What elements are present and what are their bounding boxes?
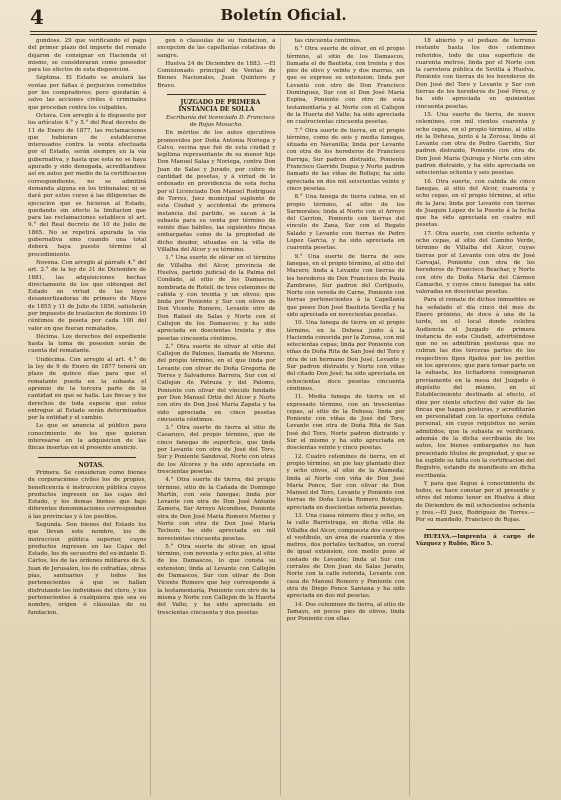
section-subtitle: Escribanía del licenciado D. Francisco de Rojas Mosacho.: [166, 114, 275, 128]
paragraph: gundoss. 29 que verificando el pago del primer plazo del importe del remate dejaron de consignar en Hacienda el mismo, se consideraran como poseedor para los efectos de esta disposicion.: [28, 38, 147, 74]
paragraph: 6.° Otra suerte de olivar, en el propio término, al sitio de los Damascos, llamada el de Bautista, con treinta y dos pies de olivo y veinte y dos marras, sin que se exprese su extension; linda por Levante con otro de Don Francisco Dominguez, Sur con el Don José María Espina, Poniente con otro de esta testamentaría y al Norte con el Callejon de la Huerta del Valle; ha sido apreciada en cuatrocientas cincuenta pesetas.: [286, 46, 405, 126]
header-rule: [30, 31, 537, 35]
paragraph: 14. Dos celemines de tierra, al sitio de Tamayo, en pocos pies de olivos; linda por Poniente con ellas: [286, 601, 405, 623]
paragraph: 3.° Otra suerte de tierra al sitio de Casaruyo, del propio término, que de cinco fanegas de superficie, que linda por Levante con otra de José del Toro, Sur y Poniente Sandoval, Norte con otras de los Alcores y ha sido apreciada en trescientas pesetas.: [157, 425, 276, 475]
paragraph: 4.° Otra suerte de tierra, del propio término, sitio de la Cañada de Domingo Martin, con seis fanegas; linda por Levante con otra de Don José Antonio Zamora, Sur Arroyo Alcondose, Poniente otra de Don José María Romero Merino y Norte con otra de Don José María Tecleon; ha sido apreciada en mil novecientas cincuenta pesetas.: [157, 477, 276, 542]
paragraph: Y para que llegue á conocimiento de todos, se hace constar por el presente y otros del mismo tenor en Huelva á diez de Diciembre de mil ochocientos ochenta y tres.—El Juez, Rodríguez de Torres.—Por su mandado, Francisco de Rojas.: [415, 480, 535, 524]
paragraph: Octava. Con arreglo á lo dispuesto por los artículos 4.° y 5.° del Real decreto de 11 de Enero de 1877, las reclamaciones que hubieran de establecerse interesados contra la venta efectuada por el Estado, serán siempre en la vía gubernativa, y hasta que esta no se haya apurado y sido denegada, acreditandose así en autos por medio de la certificacion correspondiente, no se admitirá demanda alguna en los tribunales; ni se dará por estos curso á las diligencias de ejecucion que se hicieran al Estado, quedando sin efecto la limitacion que para las reclamaciones establece el art. 9.° del Real decreto de 10 de Julio de 1865. No se repetirá apurada la vía gubernativa sino cuando una total deberá haya puesto término al procedimiento.: [28, 112, 147, 258]
separator: [426, 529, 525, 530]
paragraph: 12. Cuatro celemines de tierra, en el propio término, en pie hay plantado diez y ocho olivos, al sitio de la Alameda; linda al Norte con viña de Don José María Ponce, Sur con olivar de Don Manuel del Toro, Levante y Poniente con tierras de Doña Lucía Romero Botejon, apreciada en doscientas setenta pesetas.: [286, 453, 405, 511]
paragraph: gen ó cláusulas de su fundacion, á excepcion de las capellanías colativas de sangre.: [157, 38, 276, 59]
paragraph: 7.° Otra suerte de tierra, en el propio término, como de seis y media fanegas, situada en Navanilla; linda por Levante con otra de los herederos de Francisco Barriga, Sur padron distraido, Poniente Francisco Garrido Duque y Norte padron llamado de las viñas de Rolleje; ha sido apreciada en dos mil seiscientas veinte y cinco pesetas.: [286, 127, 405, 192]
paragraph: Primera. Se consideran como bienes de corporaciones civiles los de propios, beneficencia é instruccion pública cuyos productos ingresen en las cajas del Estado, y los demas bienes que bajo diferentes denominaciones corresponden á las provincias y á los pueblos.: [28, 469, 147, 520]
paragraph: 5.° Otra suerte de olivar, en igual término, con noventa y ocho pies, al sitio de los Damascos, lo que consta su extension; linda al Levante con Callejón de Damascos, Sur con olivar de Don Vicente Romero que hoy corresponde á la testamentaría, Poniente con otro de la misma y Norte con Callejon de la Huerta del Valle; y ha sido apreciada en trescientas cincuenta y dos pesetas: [157, 543, 276, 616]
paragraph: Segunda. Son bienes del Estado los que llevan este nombre, los de instruccion pública superior, cuyos productos ingresen en las Cajas del Estado, los de secuestro del ex-infante D. Cárlos, los de las órdenes militares de S. Juan de Jerusalen, los de cofradías, obras pías, santuarios y todos los pertenecientes á que se hallan disfrutando los individuos del clero, y los pertenecientes á cualquiera que sea su nombre, origen ó cláusulas de su fundacion.: [28, 522, 147, 616]
paragraph: 9.° Una suerte de tierra de seis fanegas, en el propio término, al sitio del Macero; linda á Levante con tierras de los herederos de Don Francisco de Paula Zambrano, Sur padron del Cortijuelo, Norte con vereda de Carne, Poniente con tierras pertenecientes á la Capellanía que posee Don José Bautista Sevilla y ha sido apreciada en novecientas pesetas.: [286, 253, 405, 318]
paragraph: Undécima. Con arreglo al art. 4.° de la ley de 9 de Enero de 1877 tenerá un plazo de quince días para que el rematante pueda en la subasta el apremio de la tercera parte de la cantidad en que se halla. Las fincas y los derechos de toda especie que estos entregue al Estado serán determinados por la entidad y el cambio.: [28, 356, 147, 422]
column-2: [157, 38, 280, 796]
separator: [38, 457, 136, 458]
paragraph: tas cincuenta céntimos.: [294, 38, 362, 44]
section-title: JUZGADO DE PRIMERA INSTANCIA DE SOLLA: [178, 99, 261, 114]
page-number: 4: [30, 5, 44, 29]
paragraph: En méritos de los autos ejecutivos promovidos por Doña Antonia Noriega y Calvo, vecina que fué de esta ciudad y legítima representante de su menor hijo Don Manuel Salas y Noriega, contra Don Juan de Salas y Jurado, por cobro de cantidad de pesetas, y á virtud de lo ordenado en providencia de esta fecha por el Licenciado Don Manuel Rodriguez de Torres, Juez municipal suplente de esta Ciudad y accidental de primera instancia del partido, se sacan á la subasta para su venta por término de veinte días hábiles, las siguientes fincas embargadas como de la propiedad de dicho deudor, situadas en la villa de Villalba del Alcor y su término.: [157, 130, 276, 254]
paragraph: 8.° Una fanega de tierra calma, en el propio término, al sitio de los Sarmorales; linda al Norte con el Arroyo del Carrion, Poniente con tierras del vínculo de Zana, Sur con el Regato Salado y Levante con tierras de Pedro Lopez Garcia, y ha sido apreciada en cuarenta pesetas.: [286, 194, 405, 252]
paragraph: 17. Otra suerte, con ciento ochenta y ocho cepas, al sitio del Camino Verde, término de Villalba del Alcor, cuyas tierras por el Levante con otra de José Carvajal, Poniente con otra de los herederos de Francisco Beachar, y Norte con otro de Doña María del Cármen Camacho, y cuyos cinco fanegas ha sido valoradas en doscientas pesetas.: [415, 230, 535, 296]
column-1: [28, 38, 151, 796]
paragraph: 13. Una cuasa número diez y ocho, en la calle Barristraga, en dicha villa de Villalba del Alcor, compuesta dos cuerpos el vestíbulo, un área de cuarenta y dos metros, dos portales techados, un corral de igual extension, con medio pozo al costado de Levante; linda al Sur con corrales de Don Juan de Salas Jurado, Norte con la calle referida, Levante con casa de Manuel Romero y Poniente con otra de Diego Ponce Santana y ha sido apreciada en dos mil pesetas.: [286, 513, 405, 600]
paragraph: Novena. Con arreglo al párrafo 4.° del art. 2.° de la ley de 31 de Diciembre de 1881, las adquisiciones hechas directamente de los que obtengan del Estado en virtud de las leyes desamortizadoras de primero de Mayo de 1855 y 11 de Julio de 1856, satisfarán por impuesto de traslacion de dominio 10 céntimos de peseta por cada 100 del valor en que fueran rematados.: [28, 259, 147, 332]
publication-title: Boletín Oficial.: [220, 6, 347, 24]
separator: [167, 94, 265, 95]
paragraph: 2.° Otra suerte de olivar al sitio del Callejon de Palones, llamada de Moreno, del propio término, en el que linda por Levante con olivar de Doña Gregoria de Torres y Salvadores Barrera, Sur con el Callejon de Patruza y del Palomo, Poniente con olivar del vínculo fundado por Don Manuel Ortiz del Alcor y Norte con otro de Don José María Zapata y ha sido apreciada en cinco pesetas cincuenta céntimos.: [157, 343, 276, 423]
paragraph: Décima. Los derechos del expediente hasta la toma de posesion serán de cuenta del rematante.: [28, 333, 147, 355]
paragraph: Séptima. El Estado se anulará las ventas por faltas ó perjuicios cometidos por los compradores; pero quedarán á salvo las acciones civiles ó criminales que procedan contra los culpables.: [28, 75, 147, 111]
paragraph: Huelva 24 de Diciembre de 1883. —El Comisionado principal de Ventas de Bienes Nacionales, Juan Quintero y Bravo.: [157, 60, 276, 89]
column-3: [287, 38, 410, 796]
paragraph: 1.° Una suerte de olivar en el término de Villalba del Alcor, provincia de Huelva, partido judicial de la Palma del Condado, al sitio de los Damascos, nombrada de Rotell, de tres celemines de cabida y con treinta y un olivos; que linda por Poniente y Sur con olivos de Don Vicente Romero, Levante otro de Don Rafael de Salas y Norte con el Callejon de los Damascos; y ha sido apreciada en doscientas treinta y dos pesetas cincuenta céntimos.: [157, 255, 276, 342]
paragraph: 18 abierto y el pedazo de terreno restante hasta los dos celemines referidos, todo de una superficie de cuarenta metros; linda por el Norte con la carretera pública de Sevilla á Huelva, Poniente con tierras de los herederos de Don José del Toro y Levante y Sur con tierras de los herederos de José Pérez, y ha sido apreciada en quinientas cincuenta pesetas.: [415, 38, 535, 110]
text-columns: [28, 38, 539, 796]
column-4: [416, 38, 539, 796]
page-header: [30, 6, 537, 28]
printer-imprint: HUELVA.—Imprenta á cargo de Vázquez y Rubio, Rico 5.: [415, 533, 535, 547]
notes-title: NOTAS.: [78, 461, 104, 469]
paragraph: 10. Una fanega de tierra en el propio término, en la Dehesa junto á la Hacienda conocida por la Zorosa, con mil setecientas cepas; linda por Poniente con viñas de Doña Rita de San José del Toro y otra de un hermano Don José, Levante y Sur padron distraido y Norte con viñas del citado Don José; ha sido apreciada en ochocientas doce pesetas cincuenta céntimos.: [286, 320, 405, 392]
paragraph: Lo que se anuncia al público para conocimiento de los que quieran interesarse en la adquisicion de las fincas insertas en el presente anuncio.: [28, 423, 147, 452]
paragraph: Para el remate de dichos inmuebles se ha señalado el día cinco del mes de Enero próximo, de doce á una de la tarde, en el local donde celebra Audiencia el Juzgado de primera instancia de esta Ciudad, advirtiéndose que no se admitirán posturas que no cubran las dos terceras partes de los respectivos tipos fijados por los peritos en los apreceos; que para tomar parte en la subasta, los licitadores consignaran previamente en la mesa del Juzgado ó depósito del mismo, en el Establecimiento destinado al efecto, el diez por ciento efectivo del valor de las fincas que hagan posturas, y acreditarán en personalidad con la oportuna cédula personal, sin cuyos requisitos no serán admitidos; que la subasta se verificará, además de la dicha escribanía de los autos, los bienes embargados no han presentado títulos de propiedad, y que se ha suplido su falta con la certificacion del Registro, estando de manifiesto en dicha escribanía.: [415, 297, 535, 479]
paragraph: 11. Media fanega de tierra en el expresado término, con un trescientas cepas, al sitio de la Dehesa; linda por Poniente con viñas de José del Toro, Levante con otra de Doña Rita de San José del Toro, Norte padron distraido y Sur el mismo y ha sido apreciada en doscientas veinte y cinco pesetas.: [286, 394, 405, 452]
paragraph: 16. Otra suerte, con cabida de cinco fanegas, al sitio del Alcor, cuarenta y ocho cepas, en el propio término, al sitio de la Jara; linda por Levante con tierras de Joaquin Lopez de la Puente á la fecha que ha sido apreciada en cuatro mil pesetas.: [415, 178, 535, 229]
paragraph: 15. Una suerte de tierra, de nueve celemines, con mil cientos cuarenta y ocho cepas, en el propio término, al sitio de la Dehesa, junto á la Zorosa; linda al Levante con otra de Pedro Garrido, Sur padron distraido, Poniente con otra de Don José María Quiroga y Norte con otro padron distraido, y ha sido apreciada en setecientas ochenta y seis pesetas.: [415, 111, 535, 177]
